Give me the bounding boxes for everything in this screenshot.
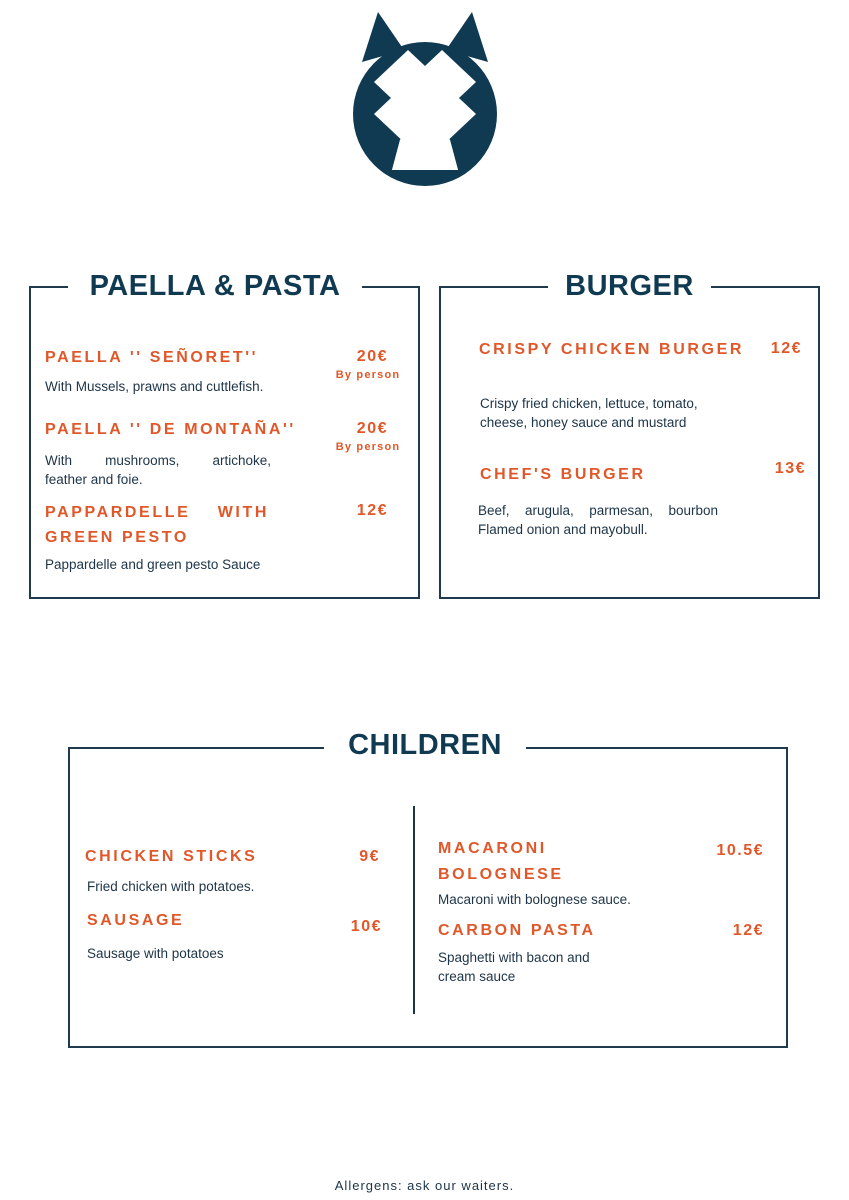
- menu-item-description: cheese, honey sauce and mustard: [480, 415, 687, 430]
- menu-item-name: PAELLA '' DE MONTAÑA'': [45, 421, 296, 438]
- menu-item-name: GREEN PESTO: [45, 529, 189, 546]
- menu-item-description: Spaghetti with bacon and: [438, 950, 590, 965]
- menu-item-description: Beef, arugula, parmesan, bourbon: [478, 503, 718, 518]
- menu-item-name: CARBON PASTA: [438, 922, 596, 939]
- menu-item-name: MACARONI: [438, 840, 547, 857]
- menu-item-description: With Mussels, prawns and cuttlefish.: [45, 379, 264, 394]
- menu-item-name: PAELLA '' SEÑORET'': [45, 349, 259, 366]
- menu-item-description: Fried chicken with potatoes.: [87, 879, 255, 894]
- menu-item-price: 13€: [774, 460, 806, 477]
- paella-pasta-title: PAELLA & PASTA: [68, 266, 362, 306]
- menu-item-price-note: By person: [335, 369, 401, 381]
- menu-item-description: Sausage with potatoes: [87, 946, 224, 961]
- burger-section: [439, 286, 820, 599]
- column-divider: [413, 806, 415, 1014]
- menu-item-description: Pappardelle and green pesto Sauce: [45, 557, 261, 572]
- burger-title: BURGER: [548, 266, 711, 306]
- fox-windmill-logo-icon: [352, 10, 498, 188]
- menu-item-description: Macaroni with bolognese sauce.: [438, 892, 631, 907]
- menu-item-price: 12€: [732, 922, 764, 939]
- children-title: CHILDREN: [324, 725, 526, 765]
- menu-item-name: SAUSAGE: [87, 912, 185, 929]
- menu-item-price: 10.5€: [716, 842, 764, 859]
- allergens-footer: Allergens: ask our waiters.: [334, 1178, 515, 1193]
- menu-item-name: PAPPARDELLE WITH: [45, 504, 269, 521]
- menu-item-price: 10€: [350, 918, 382, 935]
- menu-item-name: CHEF'S BURGER: [480, 466, 646, 483]
- menu-item-name: CRISPY CHICKEN BURGER: [479, 341, 744, 358]
- menu-item-description: feather and foie.: [45, 472, 143, 487]
- menu-item-description: cream sauce: [438, 969, 516, 984]
- menu-item-price: 12€: [356, 502, 388, 519]
- menu-item-description: Flamed onion and mayobull.: [478, 522, 648, 537]
- menu-item-price: 20€: [356, 420, 388, 437]
- menu-item-price: 9€: [359, 848, 380, 865]
- menu-item-price: 20€: [356, 348, 388, 365]
- menu-item-name: BOLOGNESE: [438, 866, 564, 883]
- menu-item-description: Crispy fried chicken, lettuce, tomato,: [480, 396, 698, 411]
- menu-item-price: 12€: [770, 340, 802, 357]
- menu-item-name: CHICKEN STICKS: [85, 848, 258, 865]
- menu-item-description: With mushrooms, artichoke,: [45, 453, 271, 468]
- menu-item-price-note: By person: [335, 441, 401, 453]
